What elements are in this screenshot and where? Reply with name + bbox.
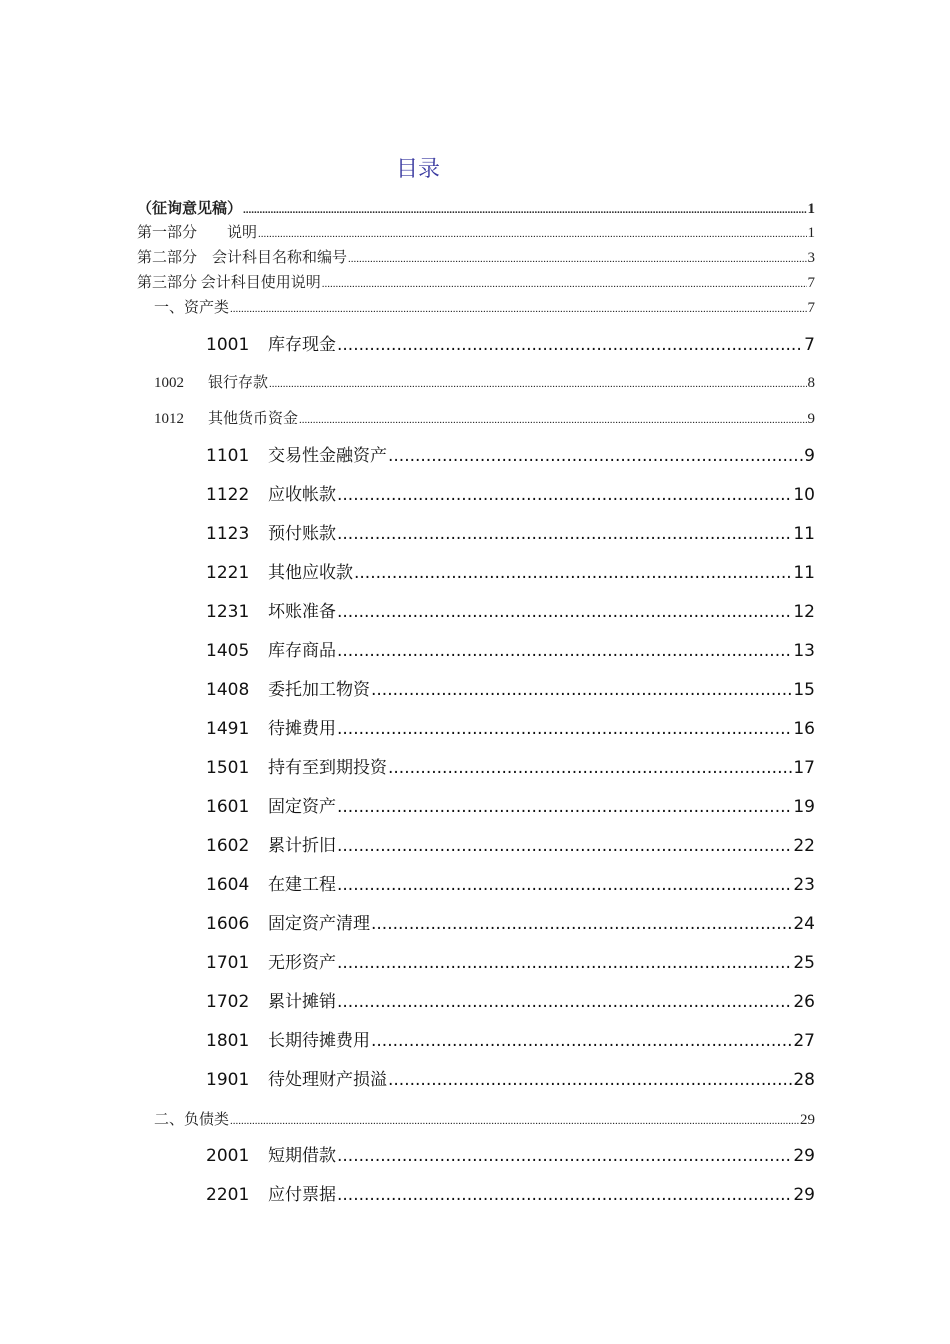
- toc-entry-page: 16: [793, 719, 815, 739]
- toc-entry-label: 固定资产清理: [268, 914, 370, 934]
- toc-entry-label: 交易性金融资产: [268, 446, 387, 466]
- toc-entry-page: 24: [793, 914, 815, 934]
- toc-entry-code: 2201: [206, 1185, 250, 1205]
- toc-entry-code: 1231: [206, 602, 250, 622]
- toc-entry[interactable]: [206, 1065, 815, 1090]
- toc-entry-page: 26: [793, 992, 815, 1012]
- toc-entry-page: 29: [800, 1112, 815, 1128]
- toc-entry-code: 2001: [206, 1146, 250, 1166]
- toc-entry-code: 1501: [206, 758, 250, 778]
- toc-entry-label: 第一部分 说明: [137, 225, 258, 241]
- toc-title: 目录: [395, 157, 440, 182]
- toc-leader: [337, 485, 792, 505]
- toc-entry[interactable]: [154, 1108, 815, 1129]
- toc-entry-page: 15: [793, 680, 815, 700]
- toc-entry-page: 7: [807, 300, 815, 316]
- toc-entry-page: 12: [793, 602, 815, 622]
- toc-entry-page: 11: [793, 524, 815, 544]
- toc-entry-code: 1702: [206, 992, 250, 1012]
- toc-entry[interactable]: [154, 296, 815, 317]
- toc-entry-code: 1604: [206, 875, 250, 895]
- toc-entry[interactable]: [206, 597, 815, 622]
- toc-entry[interactable]: [206, 519, 815, 544]
- toc-entry-code: 1901: [206, 1070, 250, 1090]
- toc-entry-page: 23: [793, 875, 815, 895]
- toc-leader: [388, 758, 792, 778]
- toc-entry-code: 1405: [206, 641, 250, 661]
- toc-entry[interactable]: [206, 948, 815, 973]
- toc-entry-label: 库存商品: [268, 641, 336, 661]
- toc-entry-label: （征询意见稿）: [137, 201, 243, 217]
- toc-leader: [337, 992, 792, 1012]
- toc-leader: [371, 1031, 792, 1051]
- toc-entry-page: 22: [793, 836, 815, 856]
- toc-entry[interactable]: [154, 407, 815, 428]
- toc-leader: [258, 228, 806, 240]
- toc-entry-code: 1606: [206, 914, 250, 934]
- toc-entry-label: 累计折旧: [268, 836, 336, 856]
- toc-entry-page: 13: [793, 641, 815, 661]
- toc-leader: [388, 446, 803, 466]
- toc-leader: [230, 1115, 799, 1127]
- toc-entry[interactable]: [206, 870, 815, 895]
- toc-leader: [322, 278, 807, 290]
- toc-entry-label: 待处理财产损溢: [268, 1070, 387, 1090]
- toc-leader: [337, 602, 792, 622]
- toc-entry-page: 11: [793, 563, 815, 583]
- toc-entry-label: 短期借款: [268, 1146, 336, 1166]
- toc-entry-label: 持有至到期投资: [268, 758, 387, 778]
- toc-entry-label: 其他应收款: [268, 563, 353, 583]
- toc-entry-page: 27: [793, 1031, 815, 1051]
- toc-entry-label: 第三部分 会计科目使用说明: [137, 275, 321, 291]
- toc-entry-page: 1: [807, 201, 815, 217]
- toc-entry-page: 7: [807, 275, 815, 291]
- toc-leader: [230, 303, 806, 315]
- toc-leader: [337, 797, 792, 817]
- toc-entry-label: 预付账款: [268, 524, 336, 544]
- toc-entry-page: 28: [793, 1070, 815, 1090]
- toc-entry-page: 17: [793, 758, 815, 778]
- toc-entry-label: 第二部分 会计科目名称和编号: [137, 250, 348, 266]
- toc-leader: [371, 914, 792, 934]
- toc-entry-code: 1801: [206, 1031, 250, 1051]
- toc-entry-page: 19: [793, 797, 815, 817]
- toc-entry-label: 无形资产: [268, 953, 336, 973]
- toc-entry-label: 银行存款: [208, 375, 269, 391]
- toc-entry-code: 1002: [154, 375, 184, 391]
- toc-entry[interactable]: [206, 792, 815, 817]
- toc-entry-code: 1101: [206, 446, 250, 466]
- toc-entry-code: 1602: [206, 836, 250, 856]
- toc-entry[interactable]: [154, 371, 815, 392]
- toc-entry-label: 库存现金: [268, 335, 336, 355]
- toc-entry-page: 10: [793, 485, 815, 505]
- toc-leader: [337, 1185, 792, 1205]
- toc-leader: [299, 414, 806, 426]
- toc-entry[interactable]: [206, 987, 815, 1012]
- toc-entry-code: 1122: [206, 485, 250, 505]
- toc-entry[interactable]: [137, 246, 815, 267]
- toc-entry-code: 1701: [206, 953, 250, 973]
- toc-leader: [388, 1070, 792, 1090]
- toc-entry-label: 在建工程: [268, 875, 336, 895]
- toc-entry-label: 固定资产: [268, 797, 336, 817]
- toc-leader: [337, 641, 792, 661]
- toc-entry-label: 应付票据: [268, 1185, 336, 1205]
- toc-leader: [337, 875, 792, 895]
- toc-entry-code: 1001: [206, 335, 250, 355]
- toc-leader: [337, 335, 803, 355]
- toc-entry[interactable]: [206, 330, 815, 355]
- toc-entry-page: 29: [793, 1185, 815, 1205]
- toc-entry-code: 1491: [206, 719, 250, 739]
- toc-entry-label: 长期待摊费用: [268, 1031, 370, 1051]
- toc-leader: [269, 378, 806, 390]
- toc-entry-label: 其他货币资金: [208, 411, 299, 427]
- toc-leader: [337, 719, 792, 739]
- toc-entry-label: 坏账准备: [268, 602, 336, 622]
- toc-entry-code: 1012: [154, 411, 184, 427]
- toc-entry-code: 1601: [206, 797, 250, 817]
- toc-entry-page: 29: [793, 1146, 815, 1166]
- toc-entry-label: 二、负债类: [154, 1112, 230, 1128]
- toc-entry-code: 1408: [206, 680, 250, 700]
- toc-entry-page: 9: [807, 411, 815, 427]
- toc-leader: [337, 836, 792, 856]
- toc-entry[interactable]: [206, 1026, 815, 1051]
- toc-leader: [243, 204, 806, 216]
- toc-entry[interactable]: [206, 831, 815, 856]
- toc-entry-label: 委托加工物资: [268, 680, 370, 700]
- toc-entry-code: 1123: [206, 524, 250, 544]
- toc-entry[interactable]: [137, 221, 815, 242]
- toc-entry[interactable]: [206, 441, 815, 466]
- toc-leader: [337, 1146, 792, 1166]
- toc-entry-page: 1: [807, 225, 815, 241]
- toc-entry-label: 应收帐款: [268, 485, 336, 505]
- toc-entry[interactable]: [206, 636, 815, 661]
- toc-entry[interactable]: [137, 197, 815, 218]
- toc-entry[interactable]: [206, 675, 815, 700]
- toc-entry[interactable]: [137, 271, 815, 292]
- toc-entry-page: 8: [807, 375, 815, 391]
- toc-entry-page: 25: [793, 953, 815, 973]
- toc-entry[interactable]: [206, 558, 815, 583]
- toc-entry[interactable]: [206, 480, 815, 505]
- toc-entry-label: 一、资产类: [154, 300, 230, 316]
- toc-entry-code: 1221: [206, 563, 250, 583]
- toc-leader: [337, 524, 792, 544]
- toc-entry[interactable]: [206, 1180, 815, 1205]
- toc-leader: [348, 253, 806, 265]
- toc-entry-label: 累计摊销: [268, 992, 336, 1012]
- toc-entry[interactable]: [206, 909, 815, 934]
- toc-entry[interactable]: [206, 753, 815, 778]
- toc-entry[interactable]: [206, 1141, 815, 1166]
- toc-entry-page: 7: [804, 335, 815, 355]
- toc-entry-page: 9: [804, 446, 815, 466]
- toc-entry-page: 3: [807, 250, 815, 266]
- toc-entry[interactable]: [206, 714, 815, 739]
- toc-leader: [337, 953, 792, 973]
- toc-leader: [354, 563, 792, 583]
- toc-leader: [371, 680, 792, 700]
- toc-entry-label: 待摊费用: [268, 719, 336, 739]
